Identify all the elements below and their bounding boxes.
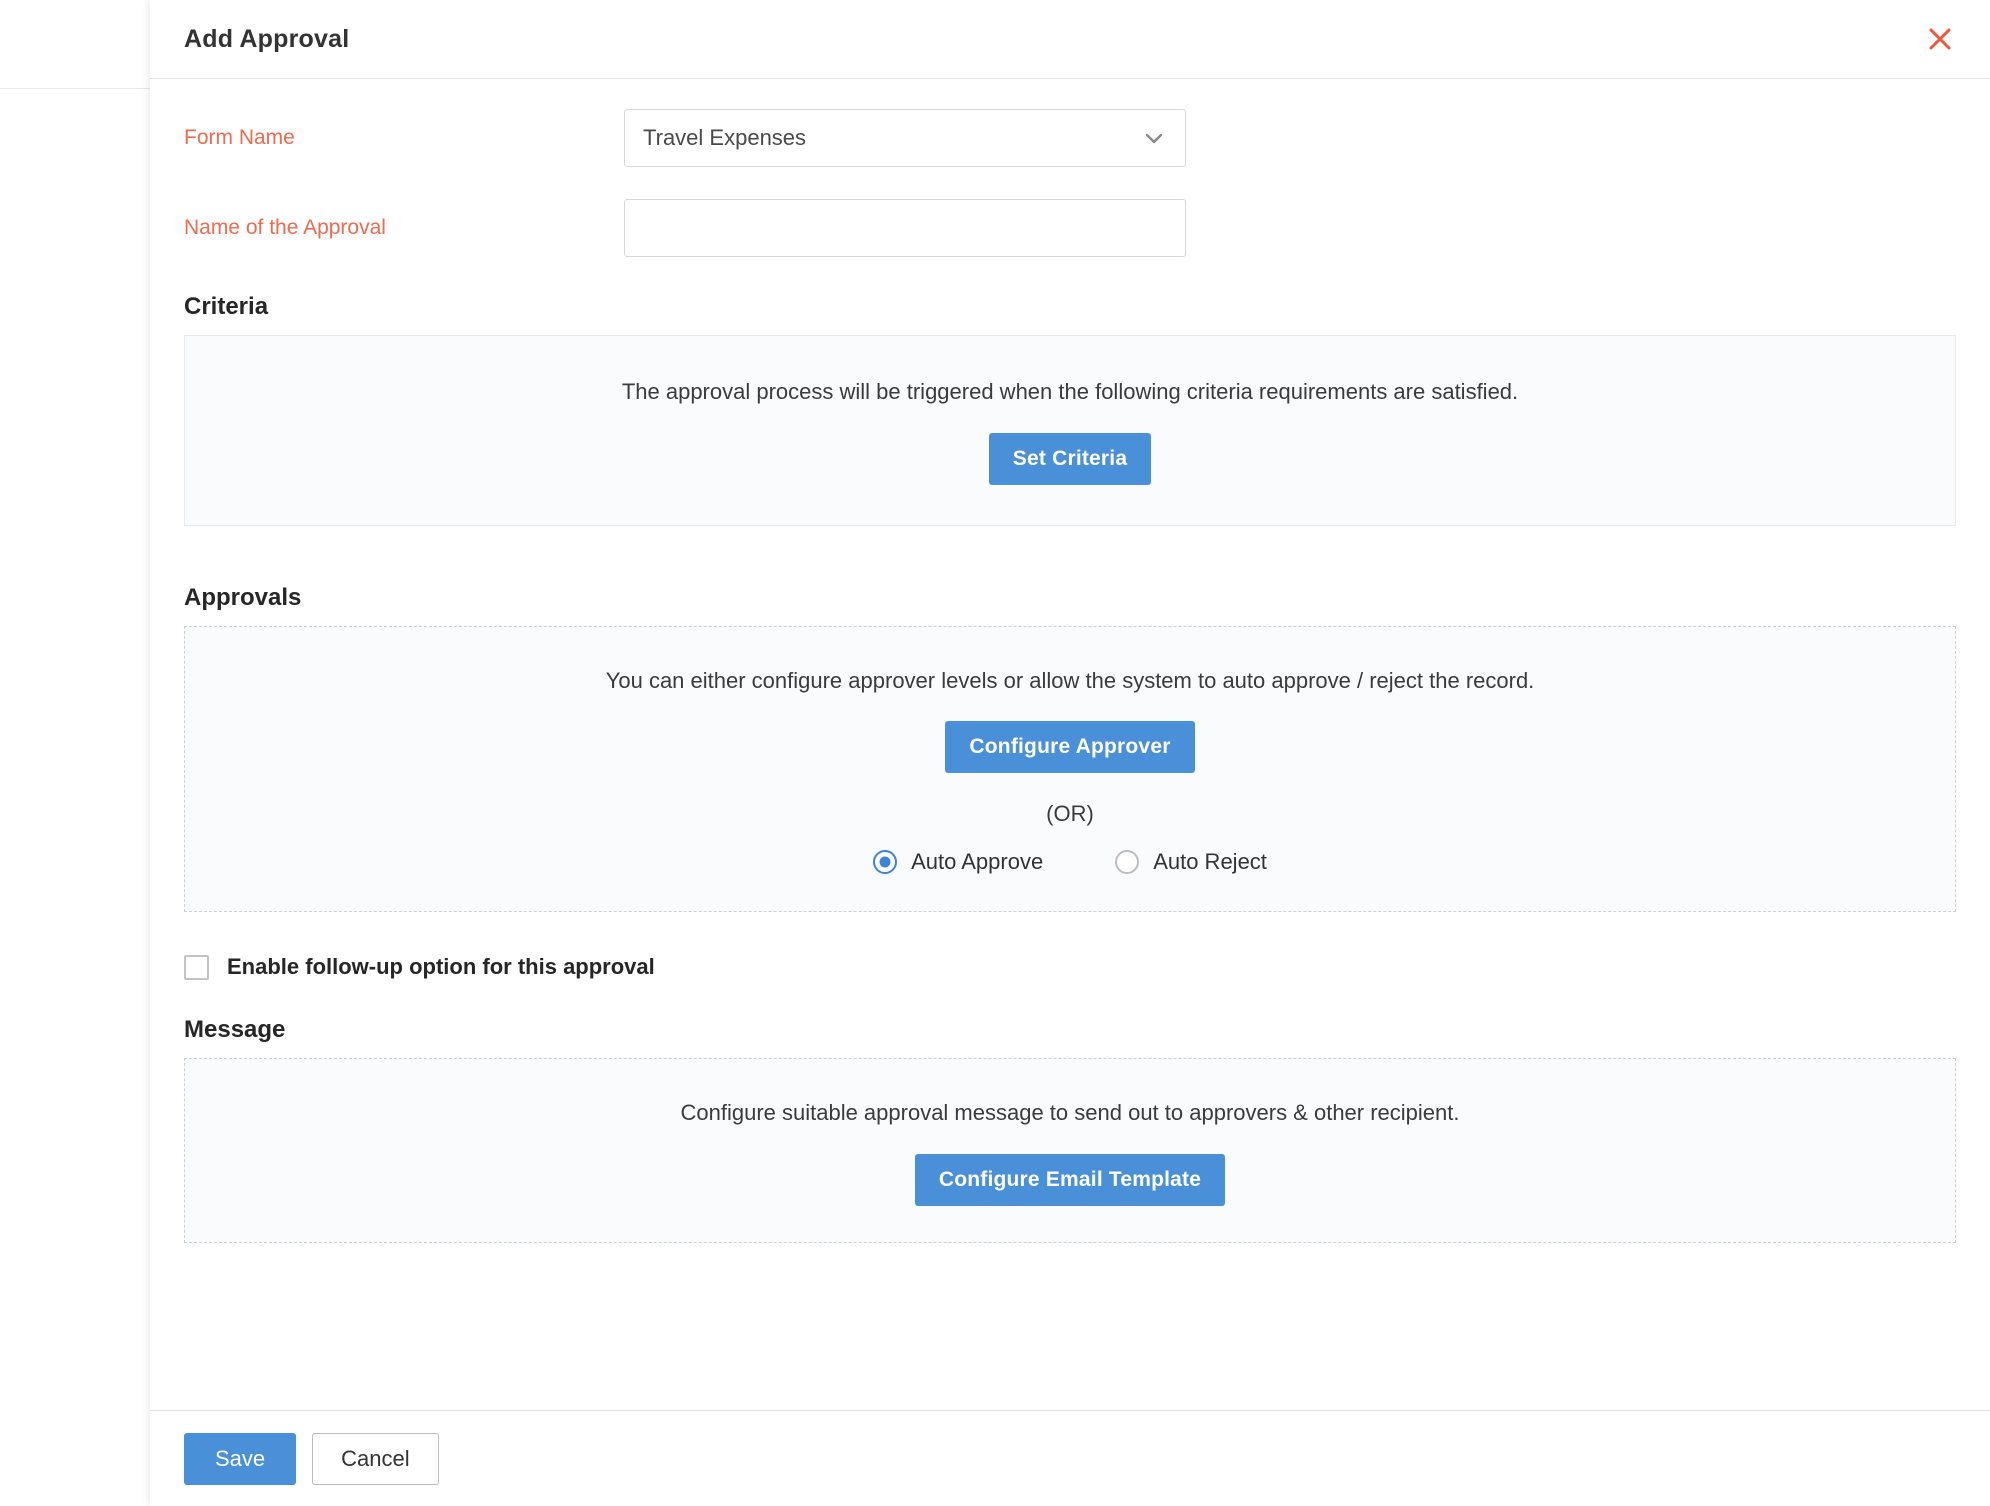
dialog-title: Add Approval [184, 24, 350, 53]
approval-name-label: Name of the Approval [184, 216, 386, 240]
form-name-row [184, 107, 1956, 169]
criteria-panel [184, 335, 1956, 526]
background-left-panel [0, 0, 151, 1506]
auto-action-radio-group [185, 849, 1955, 875]
dialog-header [150, 0, 1990, 79]
form-name-selected-value: Travel Expenses [643, 125, 807, 150]
add-approval-dialog [150, 0, 1990, 1506]
configure-email-template-button[interactable]: Configure Email Template [915, 1154, 1225, 1206]
set-criteria-button[interactable]: Set Criteria [989, 433, 1151, 485]
enable-followup-checkbox[interactable] [184, 955, 209, 980]
radio-auto-reject[interactable] [1115, 849, 1267, 875]
approval-name-row [184, 197, 1956, 259]
approval-name-input[interactable] [624, 199, 1186, 257]
radio-auto-reject-label: Auto Reject [1153, 849, 1267, 875]
enable-followup-row[interactable] [184, 954, 1956, 980]
chevron-down-icon [1141, 125, 1167, 151]
criteria-heading: Criteria [184, 293, 269, 320]
cancel-button[interactable]: Cancel [312, 1433, 438, 1485]
radio-auto-approve[interactable] [873, 849, 1043, 875]
approvals-heading: Approvals [184, 583, 302, 611]
message-description: Configure suitable approval message to send out to approvers & other recipient. [680, 1100, 1460, 1126]
save-button[interactable]: Save [184, 1433, 296, 1485]
approvals-description: You can either configure approver levels or allow the system to auto approve / reject the record. [605, 667, 1535, 693]
form-name-label: Form Name [184, 126, 295, 150]
message-panel [184, 1058, 1956, 1243]
approvals-panel [184, 626, 1956, 913]
radio-auto-reject-indicator [1115, 850, 1139, 874]
background-card [0, 0, 150, 89]
form-name-select[interactable] [624, 109, 1186, 167]
message-heading: Message [184, 1016, 286, 1044]
configure-approver-button[interactable]: Configure Approver [945, 721, 1194, 773]
radio-auto-approve-indicator [873, 850, 897, 874]
close-icon[interactable] [1920, 19, 1960, 59]
dialog-body [150, 79, 1990, 1410]
or-separator: (OR) [1046, 801, 1094, 827]
enable-followup-label: Enable follow-up option for this approval [227, 954, 655, 980]
radio-auto-approve-label: Auto Approve [911, 849, 1044, 875]
dialog-footer [150, 1410, 1990, 1506]
criteria-description: The approval process will be triggered when the following criteria requirements are satisfied. [621, 379, 1519, 404]
